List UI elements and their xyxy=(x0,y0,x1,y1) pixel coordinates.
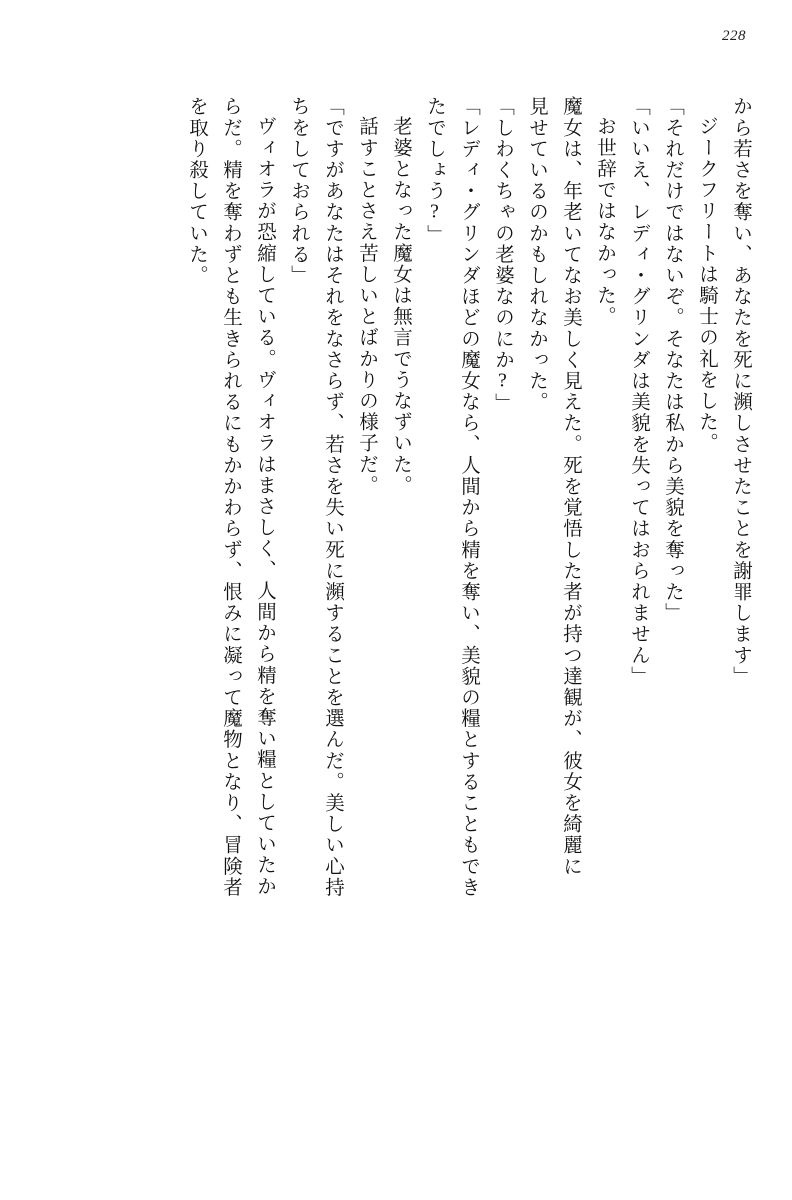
text-column: 「しわくちゃの老婆なのにか?」 xyxy=(492,96,513,414)
page-text-body xyxy=(48,96,750,1166)
text-column: を取り殺していた。 xyxy=(186,96,207,286)
text-column: ヴィオラが恐縮している。ヴィオラはまさしく、人間から精を奪い糧としていたか xyxy=(254,116,275,897)
text-column: 「それだけではないぞ。そなたは私から美貌を奪った」 xyxy=(662,96,683,624)
text-column: お世辞ではなかった。 xyxy=(594,116,615,327)
text-column: 老婆となった魔女は無言でうなずいた。 xyxy=(390,116,411,496)
text-column: ちをしておられる」 xyxy=(288,96,309,286)
text-column: らだ。精を奪わずとも生きられるにもかかわらず、恨みに凝って魔物となり、冒険者 xyxy=(220,96,241,898)
text-column: 「いいえ、レディ・グリンダは美貌を失ってはおられません」 xyxy=(628,96,649,687)
text-column: 見せているのかもしれなかった。 xyxy=(526,96,547,413)
text-column: ジークフリートは騎士の礼をした。 xyxy=(696,116,717,454)
text-column: 話すことさえ苦しいとばかりの様子だ。 xyxy=(356,116,377,496)
text-column: 「ですがあなたはそれをなさらず、若さを失い死に瀕することを選んだ。美しい心持 xyxy=(322,96,343,898)
text-column: から若さを奪い、あなたを死に瀕しさせたことを謝罪します」 xyxy=(730,96,751,687)
text-column: 「レディ・グリンダほどの魔女なら、人間から精を奪い、美貌の糧とすることもでき xyxy=(458,96,479,898)
text-column: 魔女は、年老いてなお美しく見えた。死を覚悟した者が持つ達観が、彼女を綺麗に xyxy=(560,96,581,877)
page-number: 228 xyxy=(722,28,746,44)
text-column: たでしょう?」 xyxy=(424,96,445,246)
